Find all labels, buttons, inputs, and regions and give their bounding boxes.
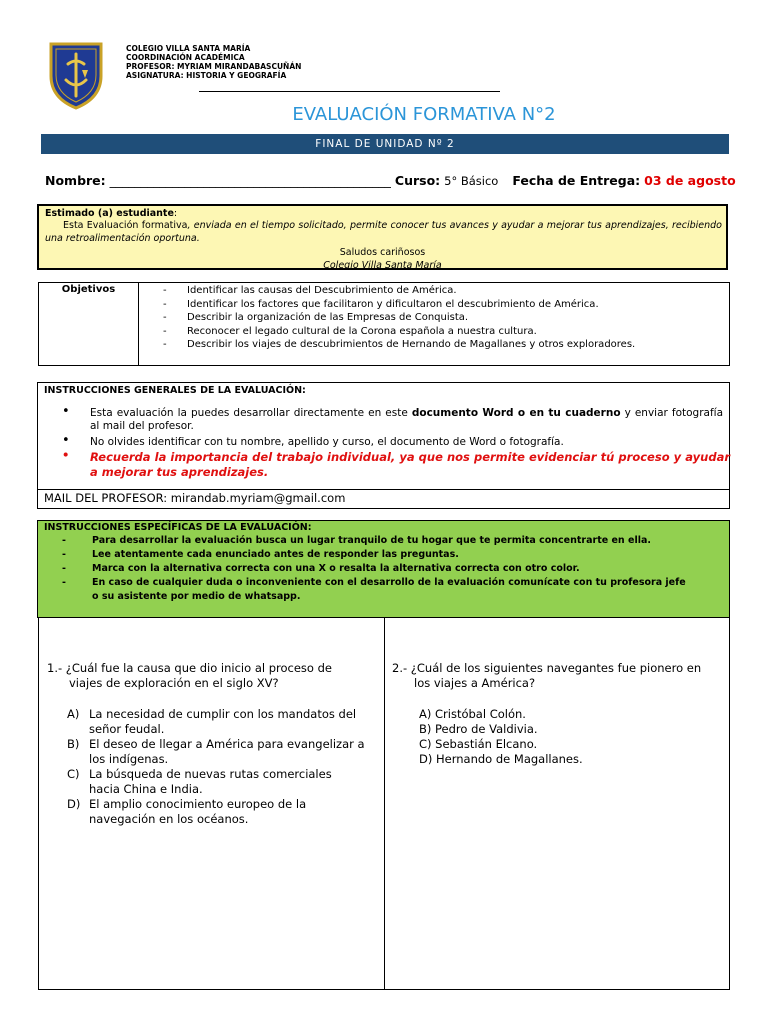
bullet-icon: • bbox=[62, 404, 70, 419]
column-divider bbox=[384, 618, 385, 989]
instruction-item-highlight: Recuerda la importancia del trabajo individual, ya que nos permite evidenciar tú proceso y ayudar a mejorar tus aprendizajes. bbox=[90, 450, 730, 479]
option-text[interactable]: B) Pedro de Valdivia. bbox=[419, 722, 538, 736]
school-info bbox=[126, 44, 301, 80]
school-line: COORDINACIÓN ACADÉMICA bbox=[126, 53, 245, 62]
school-logo bbox=[48, 40, 104, 110]
specific-item-continuation: o su asistente por medio de whatsapp. bbox=[92, 591, 301, 602]
greeting-signature: Colegio Villa Santa María bbox=[323, 260, 442, 271]
option-letter[interactable]: B) bbox=[67, 737, 80, 751]
question-2-line: 2.- ¿Cuál de los siguientes navegantes fue pionero en bbox=[392, 661, 702, 675]
page-title: EVALUACIÓN FORMATIVA N°2 bbox=[292, 104, 556, 125]
option-text[interactable]: señor feudal. bbox=[89, 722, 165, 736]
objectives-table bbox=[38, 282, 730, 366]
objectives-list bbox=[163, 284, 635, 352]
school-line: PROFESOR: MYRIAM MIRANDABASCUÑÁN bbox=[126, 62, 302, 71]
due-label: Fecha de Entrega: bbox=[512, 173, 641, 188]
greeting-body: Esta Evaluación formativa, enviada en el tiempo solicitado, permite conocer tus avances y ayudar a mejorar tus aprendizajes, recibiendo una retroalimentación oportuna. bbox=[45, 220, 722, 244]
option-text[interactable]: C) Sebastián Elcano. bbox=[419, 737, 538, 751]
student-info-line bbox=[45, 173, 736, 188]
objective-item: - Reconocer el legado cultural de la Corona española a nuestra cultura. bbox=[163, 325, 537, 337]
specific-instructions-heading: INSTRUCCIONES ESPECÍFICAS DE LA EVALUACIÓN: bbox=[44, 522, 312, 533]
option-text[interactable]: A) Cristóbal Colón. bbox=[419, 707, 526, 721]
due-value: 03 de agosto bbox=[644, 173, 736, 188]
instruction-item: Esta evaluación la puedes desarrollar directamente en este documento Word o en tu cuaderno y enviar fotografía al mail del profesor. bbox=[90, 407, 724, 432]
objective-item: - Identificar los factores que facilitaron y dificultaron el descubrimiento de América. bbox=[163, 298, 599, 310]
option-text[interactable]: los indígenas. bbox=[89, 752, 169, 766]
question-1-line: 1.- ¿Cuál fue la causa que dio inicio al proceso de bbox=[47, 661, 332, 675]
name-blank[interactable]: _____________________________________________ bbox=[109, 173, 391, 188]
bullet-icon: • bbox=[62, 448, 70, 462]
specific-instructions bbox=[37, 520, 730, 618]
question-2-line: los viajes a América? bbox=[414, 676, 536, 690]
option-text[interactable]: El amplio conocimiento europeo de la bbox=[89, 797, 307, 811]
option-text[interactable]: navegación en los océanos. bbox=[89, 812, 249, 826]
questions-table bbox=[38, 617, 730, 990]
option-text[interactable]: hacia China e India. bbox=[89, 782, 203, 796]
option-text[interactable]: La necesidad de cumplir con los mandatos del bbox=[89, 707, 357, 721]
objective-item: - Describir la organización de las Empresas de Conquista. bbox=[163, 312, 469, 323]
unit-bar: FINAL DE UNIDAD Nº 2 bbox=[41, 134, 729, 154]
specific-item: - Marca con la alternativa correcta con una X o resalta la alternativa correcta con otro color. bbox=[62, 563, 580, 574]
greeting-closing: Saludos cariñosos bbox=[339, 247, 426, 258]
option-letter[interactable]: D) bbox=[67, 797, 81, 811]
specific-item: - Para desarrollar la evaluación busca un lugar tranquilo de tu hogar que te permita concentrarte en ella. bbox=[62, 535, 651, 546]
school-line: COLEGIO VILLA SANTA MARÍA bbox=[126, 44, 251, 53]
objectives-label: Objetivos bbox=[39, 283, 139, 365]
specific-item: - En caso de cualquier duda o inconveniente con el desarrollo de la evaluación comunícate con tu profesora jefe bbox=[62, 577, 686, 588]
school-line: ASIGNATURA: HISTORIA Y GEOGRAFÍA bbox=[126, 71, 287, 80]
general-instructions-heading: INSTRUCCIONES GENERALES DE LA EVALUACIÓN: bbox=[44, 385, 306, 396]
option-letter[interactable]: C) bbox=[67, 767, 80, 781]
option-text[interactable]: D) Hernando de Magallanes. bbox=[419, 752, 583, 766]
greeting-box bbox=[37, 204, 728, 270]
specific-item: - Lee atentamente cada enunciado antes de responder las preguntas. bbox=[62, 549, 459, 560]
teacher-mail: MAIL DEL PROFESOR: mirandab.myriam@gmail.com bbox=[38, 489, 729, 508]
general-instructions bbox=[37, 382, 730, 509]
greeting-heading: Estimado (a) estudiante: bbox=[45, 208, 178, 219]
instruction-item: No olvides identificar con tu nombre, apellido y curso, el documento de Word o fotografía. bbox=[90, 436, 564, 448]
header-rule bbox=[199, 91, 500, 92]
option-letter[interactable]: A) bbox=[67, 707, 80, 721]
bullet-icon: • bbox=[62, 433, 70, 448]
course-value: 5° Básico bbox=[444, 174, 499, 188]
option-text[interactable]: La búsqueda de nuevas rutas comerciales bbox=[89, 767, 332, 781]
objective-item: - Describir los viajes de descubrimientos de Hernando de Magallanes y otros exploradores. bbox=[163, 339, 636, 350]
option-text[interactable]: El deseo de llegar a América para evangelizar a bbox=[89, 737, 365, 751]
name-label: Nombre: bbox=[45, 173, 106, 188]
course-label: Curso: bbox=[394, 173, 441, 188]
question-1-line: viajes de exploración en el siglo XV? bbox=[69, 676, 279, 690]
objective-item: - Identificar las causas del Descubrimiento de América. bbox=[163, 285, 457, 296]
